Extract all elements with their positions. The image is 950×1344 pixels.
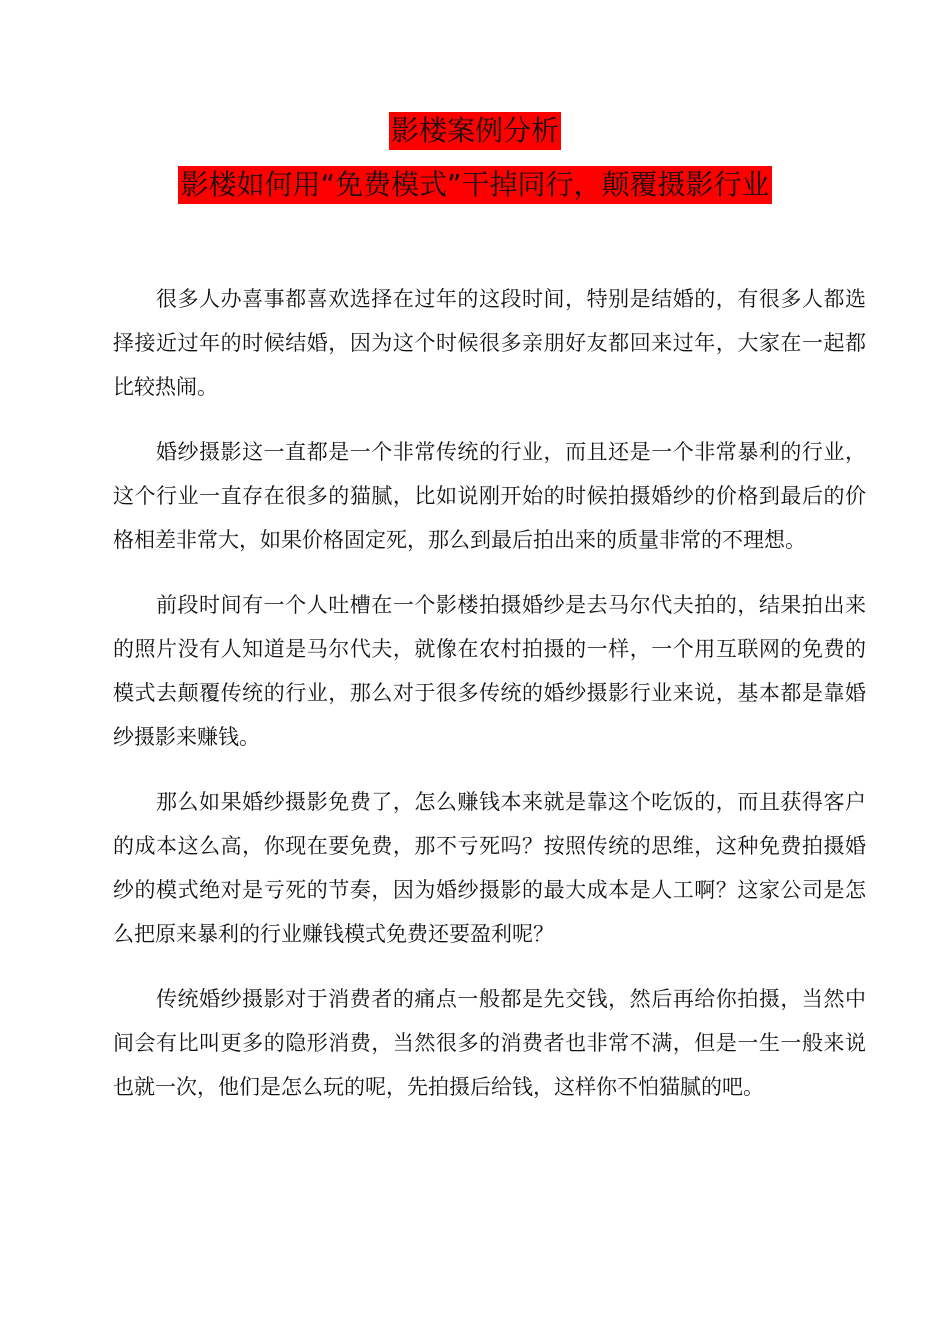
document-title: 影楼案例分析 bbox=[389, 112, 561, 150]
paragraph: 很多人办喜事都喜欢选择在过年的这段时间，特别是结婚的，有很多人都选择接近过年的时候结婚，因为这个时候很多亲朋好友都回来过年，大家在一起都比较热闹。 bbox=[113, 287, 866, 399]
paragraph: 传统婚纱摄影对于消费者的痛点一般都是先交钱，然后再给你拍摄，当然中间会有比叫更多的隐形消费，当然很多的消费者也非常不满，但是一生一般来说也就一次，他们是怎么玩的呢，先拍摄后给钱，这样你不怕猫腻的吧。 bbox=[113, 987, 866, 1099]
title-block bbox=[0, 112, 950, 220]
document-subtitle: 影楼如何用“免费模式”干掉同行，颠覆摄影行业 bbox=[178, 166, 771, 204]
paragraph: 那么如果婚纱摄影免费了，怎么赚钱本来就是靠这个吃饭的，而且获得客户的成本这么高，你现在要免费，那不亏死吗？按照传统的思维，这种免费拍摄婚纱的模式绝对是亏死的节奏，因为婚纱摄影的最大成本是人工啊？这家公司是怎么把原来暴利的行业赚钱模式免费还要盈利呢？ bbox=[113, 790, 866, 946]
document-body bbox=[113, 277, 866, 1130]
paragraph: 前段时间有一个人吐槽在一个影楼拍摄婚纱是去马尔代夫拍的，结果拍出来的照片没有人知道是马尔代夫，就像在农村拍摄的一样，一个用互联网的免费的模式去颠覆传统的行业，那么对于很多传统的婚纱摄影行业来说，基本都是靠婚纱摄影来赚钱。 bbox=[113, 593, 866, 749]
paragraph: 婚纱摄影这一直都是一个非常传统的行业，而且还是一个非常暴利的行业，这个行业一直存在很多的猫腻，比如说刚开始的时候拍摄婚纱的价格到最后的价格相差非常大，如果价格固定死，那么到最后拍出来的质量非常的不理想。 bbox=[113, 440, 866, 552]
